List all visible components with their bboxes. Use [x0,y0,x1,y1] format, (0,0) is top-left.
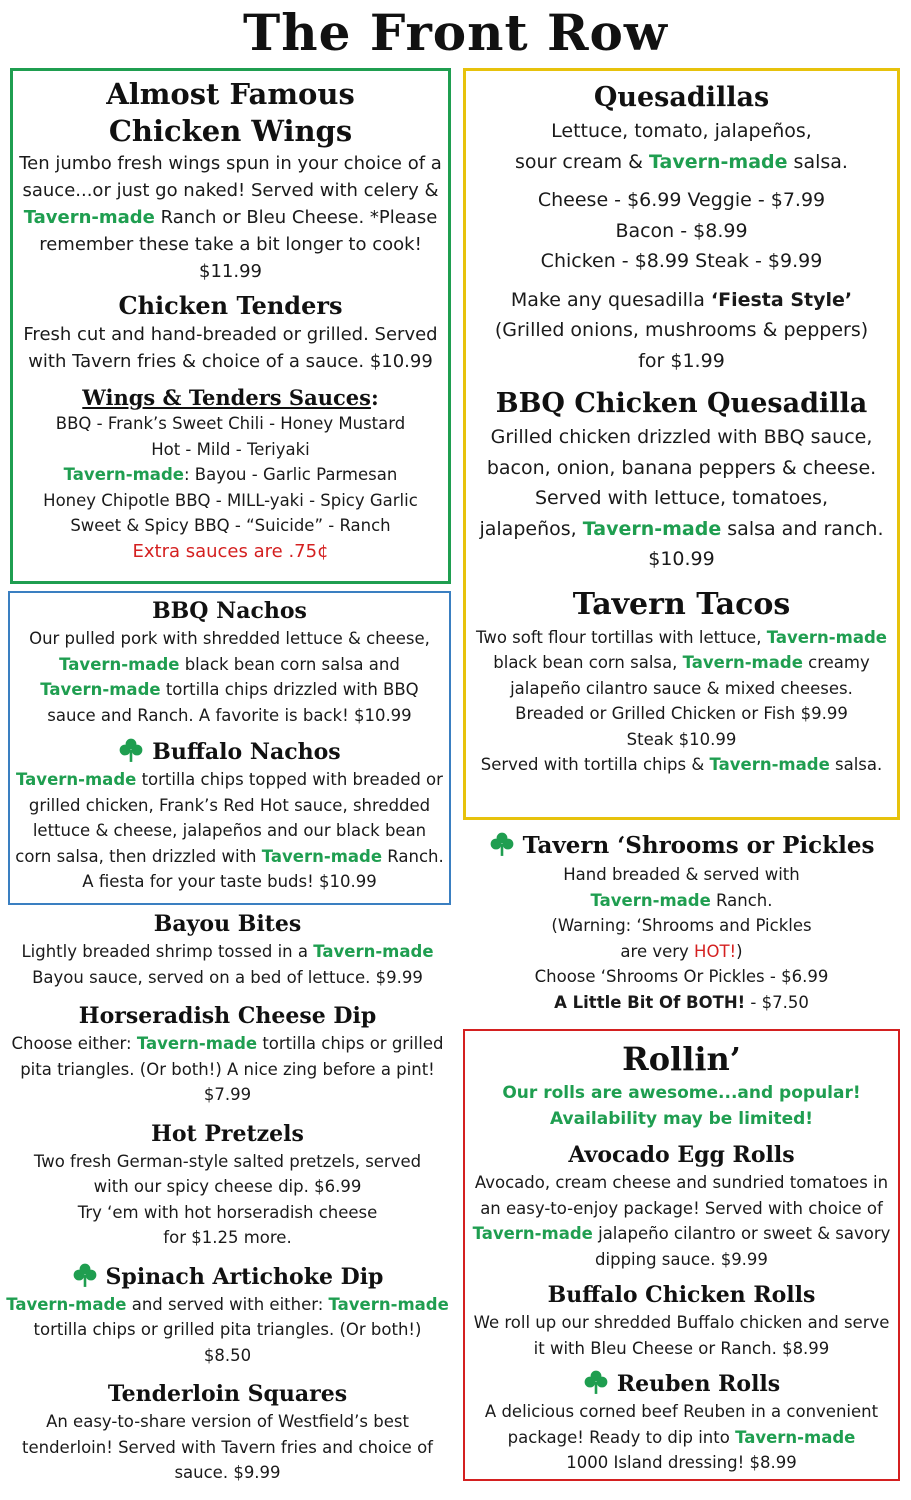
avocado-title: Avocado Egg Rolls [568,1142,795,1168]
pretzels-title: Hot Pretzels [151,1120,304,1147]
tacos-desc-6: Served with tortilla chips & Tavern-made salsa. [480,755,883,774]
bayou-desc-2: Bayou sauce, served on a bed of lettuce. $9.99 [32,967,423,987]
bbq-quesadilla-desc-2: bacon, onion, banana peppers & cheese. [486,456,877,479]
buffalo-rolls-desc-2: it with Bleu Cheese or Ranch. $8.99 [533,1338,830,1358]
fiesta-style-desc: (Grilled onions, mushrooms & peppers) [494,319,869,341]
tavern-made-label: Tavern-made [16,770,137,789]
page-title: The Front Row [243,3,668,62]
shrooms-section [463,830,900,1015]
spinach-price: $8.50 [203,1345,252,1365]
wings-desc-1: Ten jumbo fresh wings spun in your choice of a [19,153,442,174]
spinach-desc-1: Tavern-made and served with either: Tavern-made [6,1294,449,1314]
bbq-quesadilla-desc-1: Grilled chicken drizzled with BBQ sauce, [490,426,873,448]
wings-section [13,71,448,285]
tavern-made-label: Tavern-made [23,207,155,228]
shrooms-price-1: Choose ‘Shrooms Or Pickles - $6.99 [534,967,829,986]
spinach-title: Spinach Artichoke Dip [0,1262,455,1292]
shrooms-title: Tavern ‘Shrooms or Pickles [463,830,900,862]
tacos-desc-1: Two soft flour tortillas with lettuce, Tavern-made [476,627,887,647]
shamrock-icon [583,1369,609,1395]
tenderloin-section [0,1379,455,1486]
buffalo-nachos-desc-4: corn salsa, then drizzled with Tavern-made Ranch. [15,846,444,866]
pretzels-desc-4: for $1.25 more. [163,1228,292,1247]
wings-desc-2: sauce...or just go naked! Served with celery & [22,180,439,201]
tavern-made-label: Tavern-made [682,653,803,672]
bbq-quesadilla-desc-4: jalapeños, Tavern-made salsa and ranch. [479,517,884,540]
tenderloin-desc-1: An easy-to-share version of Westfield’s best [46,1412,409,1431]
sauces-line-3: Tavern-made: Bayou - Garlic Parmesan [63,465,398,484]
tavern-made-label: Tavern-made [328,1294,449,1314]
horseradish-desc-2: pita triangles. (Or both!) A nice zing before a pint! [20,1059,435,1079]
quesadillas-price-2: Bacon - $8.99 [615,219,748,242]
nachos-box [8,591,451,905]
bbq-nachos-desc-1: Our pulled pork with shredded lettuce & cheese, [29,629,430,648]
fiesta-style-price: for $1.99 [638,349,725,372]
tavern-made-label: Tavern-made [735,1427,856,1447]
tavern-made-label: Tavern-made [6,1294,127,1314]
tenderloin-desc-2: tenderloin! Served with Tavern fries and choice of [22,1437,433,1457]
reuben-section [465,1369,898,1476]
tavern-made-label: Tavern-made [472,1224,593,1243]
tavern-made-label: Tavern-made [313,942,434,961]
tenders-desc-2: with Tavern fries & choice of a sauce. $10.99 [28,351,433,372]
tenderloin-desc-3: sauce. $9.99 [174,1463,281,1482]
quesadillas-desc-2: sour cream & Tavern-made salsa. [515,150,848,173]
buffalo-rolls-desc-1: We roll up our shredded Buffalo chicken and serve [473,1313,890,1332]
sauces-line-1: BBQ - Frank’s Sweet Chili - Honey Mustard [55,414,406,433]
bbq-nachos-desc-2: Tavern-made black bean corn salsa and [59,654,400,674]
quesadillas-price-1: Cheese - $6.99 Veggie - $7.99 [537,189,826,211]
bbq-nachos-section [10,593,449,728]
horseradish-desc-1: Choose either: Tavern-made tortilla chips or grilled [11,1034,444,1053]
tavern-made-label: Tavern-made [649,150,788,173]
tenders-section [13,291,448,375]
sauces-line-2: Hot - Mild - Teriyaki [151,439,310,459]
extra-sauce-note: Extra sauces are .75¢ [132,540,329,562]
horseradish-price: $7.99 [203,1085,252,1104]
shrooms-desc-1: Hand breaded & served with [563,865,800,884]
wings-desc-4: remember these take a bit longer to cook! [39,234,422,255]
bbq-quesadilla-price: $10.99 [648,548,715,570]
tavern-made-label: Tavern-made [136,1034,258,1053]
rollin-note-2: Availability may be limited! [549,1108,814,1129]
bbq-nachos-title: BBQ Nachos [152,598,307,624]
reuben-title: Reuben Rolls [465,1369,898,1399]
shrooms-desc-2: Tavern-made Ranch. [590,890,773,910]
avocado-desc-4: dipping sauce. $9.99 [595,1249,768,1269]
rollin-title: Rollin’ [622,1040,741,1078]
shrooms-warning-2: are very HOT!) [620,941,743,961]
tenderloin-title: Tenderloin Squares [107,1381,348,1407]
horseradish-section [0,1001,455,1108]
tavern-made-label: Tavern-made [590,890,711,910]
tacos-desc-4: Breaded or Grilled Chicken or Fish $9.99 [515,704,848,723]
spinach-desc-2: tortilla chips or grilled pita triangles. (Or both!) [33,1320,422,1339]
reuben-desc-2: package! Ready to dip into Tavern-made [507,1427,856,1447]
reuben-desc-1: A delicious corned beef Reuben in a convenient [484,1402,879,1421]
tavern-made-label: Tavern-made [63,465,184,484]
buffalo-nachos-title: Buffalo Nachos [10,737,449,767]
wings-price: $11.99 [199,261,262,282]
tavern-made-label: Tavern-made [59,654,180,674]
quesadillas-tacos-box [463,68,900,820]
shamrock-icon [72,1262,98,1288]
sauces-section [13,385,448,564]
buffalo-nachos-desc-2: grilled chicken, Frank’s Red Hot sauce, shredded [28,795,431,815]
avocado-desc-1: Avocado, cream cheese and sundried tomatoes in [474,1173,889,1192]
tacos-desc-5: Steak $10.99 [626,729,737,749]
buffalo-nachos-section [10,737,449,895]
wings-title-line2: Chicken Wings [108,114,353,148]
avocado-desc-2: an easy-to-enjoy package! Served with choice of [480,1198,883,1218]
left-appetizers-column [0,909,455,1486]
shamrock-icon [489,831,515,857]
buffalo-nachos-desc-3: lettuce & cheese, jalapeños and our black bean [32,821,427,840]
horseradish-title: Horseradish Cheese Dip [78,1003,377,1029]
pretzels-desc-1: Two fresh German-style salted pretzels, served [33,1151,422,1171]
reuben-desc-3: 1000 Island dressing! $8.99 [566,1453,797,1472]
fiesta-style-line: Make any quesadilla ‘Fiesta Style’ [510,288,853,311]
tavern-made-label: Tavern-made [766,627,887,647]
tacos-desc-2: black bean corn salsa, Tavern-made creamy [493,653,870,672]
tacos-title: Tavern Tacos [572,586,791,622]
quesadillas-title: Quesadillas [593,82,770,113]
tavern-made-label: Tavern-made [582,517,722,540]
tavern-made-label: Tavern-made [261,846,383,866]
shrooms-warning-1: (Warning: ‘Shrooms and Pickles [551,916,812,935]
tenders-desc-1: Fresh cut and hand-breaded or grilled. Served [23,324,438,345]
bbq-nachos-desc-4: sauce and Ranch. A favorite is back! $10.99 [47,705,412,725]
buffalo-rolls-section [465,1280,898,1361]
rollin-box [463,1029,900,1481]
wings-desc-3: Tavern-made Ranch or Bleu Cheese. *Please [23,207,438,228]
shamrock-icon [118,737,144,763]
pretzels-desc-3: Try ‘em with hot horseradish cheese [77,1202,378,1222]
quesadillas-section [466,71,897,376]
shrooms-price-2: A Little Bit Of BOTH! - $7.50 [554,992,809,1012]
tavern-made-label: Tavern-made [40,680,161,699]
sauces-line-4: Honey Chipotle BBQ - MILL-yaki - Spicy Garlic [43,490,418,510]
bbq-quesadilla-section [466,386,897,575]
quesadillas-price-3: Chicken - $8.99 Steak - $9.99 [540,250,823,272]
tacos-section [466,585,897,778]
sauces-line-5: Sweet & Spicy BBQ - “Suicide” - Ranch [70,516,391,535]
bayou-section [0,909,455,990]
bayou-desc-1: Lightly breaded shrimp tossed in a Tavern-made [21,942,434,961]
bbq-quesadilla-desc-3: Served with lettuce, tomatoes, [535,487,828,509]
tacos-desc-3: jalapeño cilantro sauce & mixed cheeses. [510,678,853,698]
buffalo-nachos-desc-1: Tavern-made tortilla chips topped with breaded or [16,770,443,789]
sauces-title: Wings & Tenders Sauces: [82,385,379,410]
avocado-section [465,1140,898,1272]
bbq-nachos-desc-3: Tavern-made tortilla chips drizzled with BBQ [40,680,419,699]
pretzels-desc-2: with our spicy cheese dip. $6.99 [93,1177,362,1196]
quesadillas-desc-1: Lettuce, tomato, jalapeños, [551,120,812,142]
buffalo-rolls-title: Buffalo Chicken Rolls [547,1282,816,1308]
wings-tenders-box [10,68,451,584]
rollin-header [465,1031,898,1132]
rollin-note-1: Our rolls are awesome...and popular! [502,1083,861,1103]
tenders-title: Chicken Tenders [118,291,343,320]
pretzels-section [0,1119,455,1251]
spinach-section [0,1262,455,1369]
buffalo-nachos-desc-5: A fiesta for your taste buds! $10.99 [82,872,377,891]
tavern-made-label: Tavern-made [709,755,830,774]
wings-title-line1: Almost Famous [106,77,355,111]
avocado-desc-3: Tavern-made jalapeño cilantro or sweet & savory [472,1224,891,1243]
bayou-title: Bayou Bites [153,911,302,937]
bbq-quesadilla-title: BBQ Chicken Quesadilla [495,388,868,419]
